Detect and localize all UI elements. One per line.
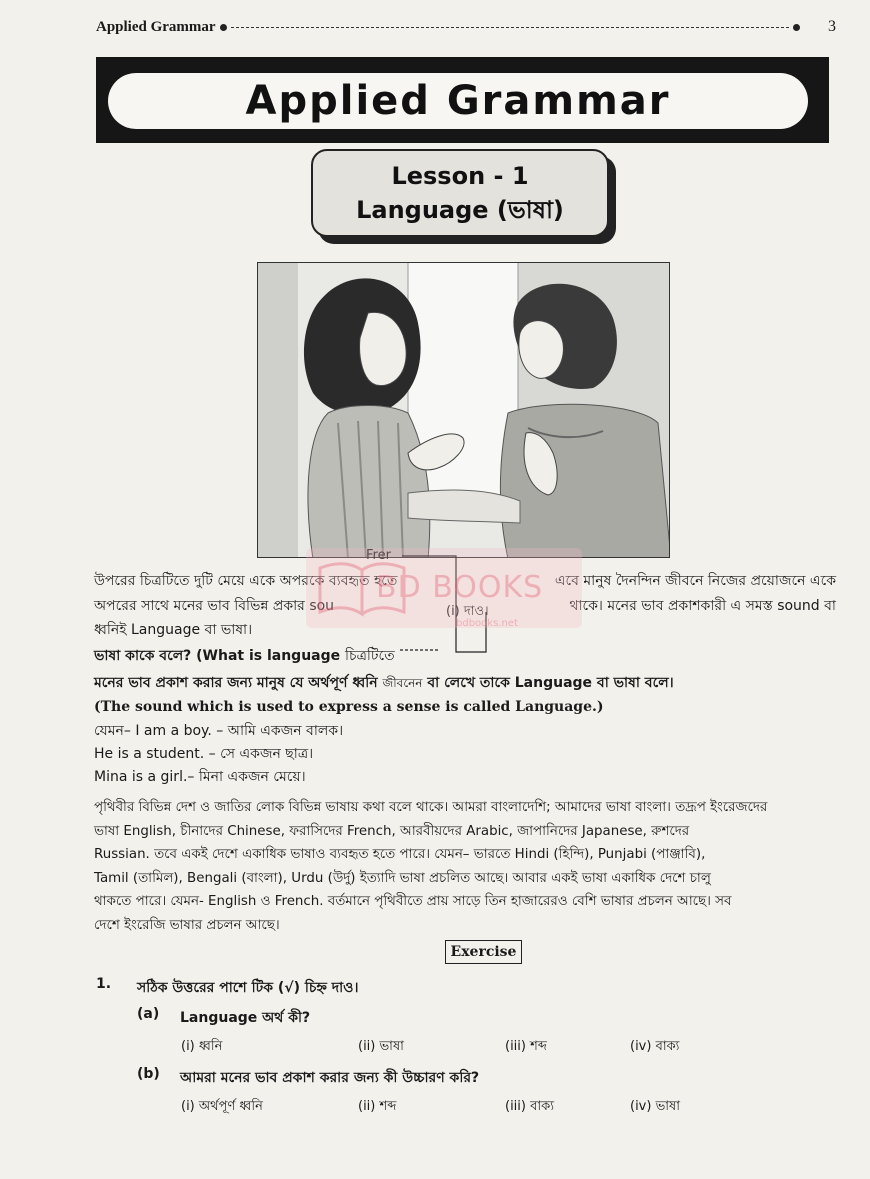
para1-line2-a: অপরের সাথে মনের ভাব বিভিন্ন প্রকার sou [94, 598, 335, 614]
watermark-url: bdbooks.net [456, 618, 518, 629]
example-2: He is a student. – সে একজন ছাত্র। [94, 746, 314, 762]
para2-line: থাকতে পারে। যেমন- English ও French. বর্তমানে পৃথিবীতে প্রায় সাড়ে তিন হাজারেরও বেশি ভাষার প্রচলন আছে। সব [94, 894, 732, 909]
para1-line1-a: উপরের চিত্রটিতে দুটি মেয়ে একে অপরকে ব্যবহৃত হতে [94, 573, 398, 589]
option-b-1[interactable]: (i) অর্থপূর্ণ ধ্বনি [181, 1099, 263, 1114]
running-title: Applied Grammar [96, 18, 216, 35]
option-b-4[interactable]: (iv) ভাষা [630, 1099, 680, 1114]
sub-question-b-text: আমরা মনের ভাব প্রকাশ করার জন্য কী উচ্চারণ করি? [180, 1070, 480, 1086]
lesson-number: Lesson - 1 [391, 162, 529, 190]
illustration-drawing [258, 263, 670, 558]
header-dot-left [220, 24, 227, 31]
stray-text-frer: Frer [366, 548, 391, 563]
option-a-3[interactable]: (iii) শব্দ [505, 1039, 547, 1054]
two-women-talking-illustration [257, 262, 670, 558]
para2-line: ভাষা English, চীনাদের Chinese, ফরাসিদের French, আরবীয়দের Arabic, জাপানিদের Japanese, রুশদের [94, 823, 690, 839]
option-b-3[interactable]: (iii) বাক্য [505, 1099, 554, 1114]
option-a-4[interactable]: (iv) বাক্য [630, 1039, 680, 1054]
stray-text-jibone: জীবনেন [382, 676, 423, 690]
question-1-number: 1. [96, 976, 112, 992]
definition-b: লেখে তাকে Language বা ভাষা বলে। [444, 675, 674, 691]
option-a-1[interactable]: (i) ধ্বনি [181, 1039, 223, 1054]
para1-line3: ধ্বনিই Language বা ভাষা। [94, 622, 253, 638]
stray-text-chitro: চিত্রটিতে [345, 648, 395, 664]
running-header [96, 16, 836, 38]
question-line [94, 645, 834, 667]
para2-line: Russian. তবে একই দেশে একাধিক ভাষাও ব্যবহৃত হতে পারে। যেমন– ভারতে Hindi (হিন্দি), Punjabi (পাঞ্জাবি), [94, 847, 706, 862]
banner-pill [108, 73, 808, 129]
sub-question-a-text: Language অর্থ কী? [180, 1010, 311, 1026]
page-number: 3 [828, 18, 836, 35]
chapter-title: Applied Grammar [245, 78, 671, 124]
watermark-brand: BD BOOKS [376, 570, 544, 605]
para1-line2-b: থাকে। মনের ভাব প্রকাশকারী এ সমস্ত sound বা [569, 598, 836, 614]
option-a-2[interactable]: (ii) ভাষা [358, 1039, 404, 1054]
lesson-title: Language (ভাষা) [356, 196, 564, 224]
header-rule [231, 27, 789, 28]
para1-line2-right [538, 595, 836, 617]
para2-line: দেশে ইংরেজি ভাষার প্রচলন আছে। [94, 917, 280, 933]
stray-text-dao: (i) দাও। [446, 604, 489, 619]
example-3: Mina is a girl.– মিনা একজন মেয়ে। [94, 769, 306, 785]
para2-line: Tamil (তামিল), Bengali (বাংলা), Urdu (উর্দু) ইত্যাদি ভাষা প্রচলিত আছে। আবার একই ভাষা একাধিক দেশে চালু [94, 870, 711, 886]
para2 [94, 796, 834, 937]
sub-question-b-label: (b) [137, 1066, 160, 1082]
chapter-banner [96, 57, 829, 143]
definition-a: মনের ভাব প্রকাশ করার জন্য মানুষ যে অর্থপূর্ণ ধ্বনি [94, 675, 378, 691]
option-b-2[interactable]: (ii) শব্দ [358, 1099, 397, 1114]
para2-line: পৃথিবীর বিভিন্ন দেশ ও জাতির লোক বিভিন্ন ভাষায় কথা বলে থাকে। আমরা বাংলাদেশি; আমাদের ভাষা বাংলা। তদ্রূপ ইংরেজদের [94, 800, 768, 815]
sub-question-a-label: (a) [137, 1006, 160, 1022]
stray-text-ba: বা [427, 675, 440, 691]
definition-english: (The sound which is used to express a sense is called Language.) [94, 699, 604, 715]
lesson-box [311, 149, 609, 237]
question-text: ভাষা কাকে বলে? (What is language [94, 648, 341, 664]
example-1: যেমন– I am a boy. – আমি একজন বালক। [94, 723, 344, 739]
para1-line1-b: এবে মানুষ দৈনন্দিন জীবনে নিজের প্রয়োজনে একে [554, 573, 836, 589]
exercise-heading: Exercise [445, 940, 522, 964]
definition-line [94, 672, 834, 694]
question-1-text: সঠিক উত্তরের পাশে টিক (√) চিহ্ন দাও। [137, 980, 359, 996]
header-dot-right [793, 24, 800, 31]
para1-line1-right [526, 570, 836, 592]
